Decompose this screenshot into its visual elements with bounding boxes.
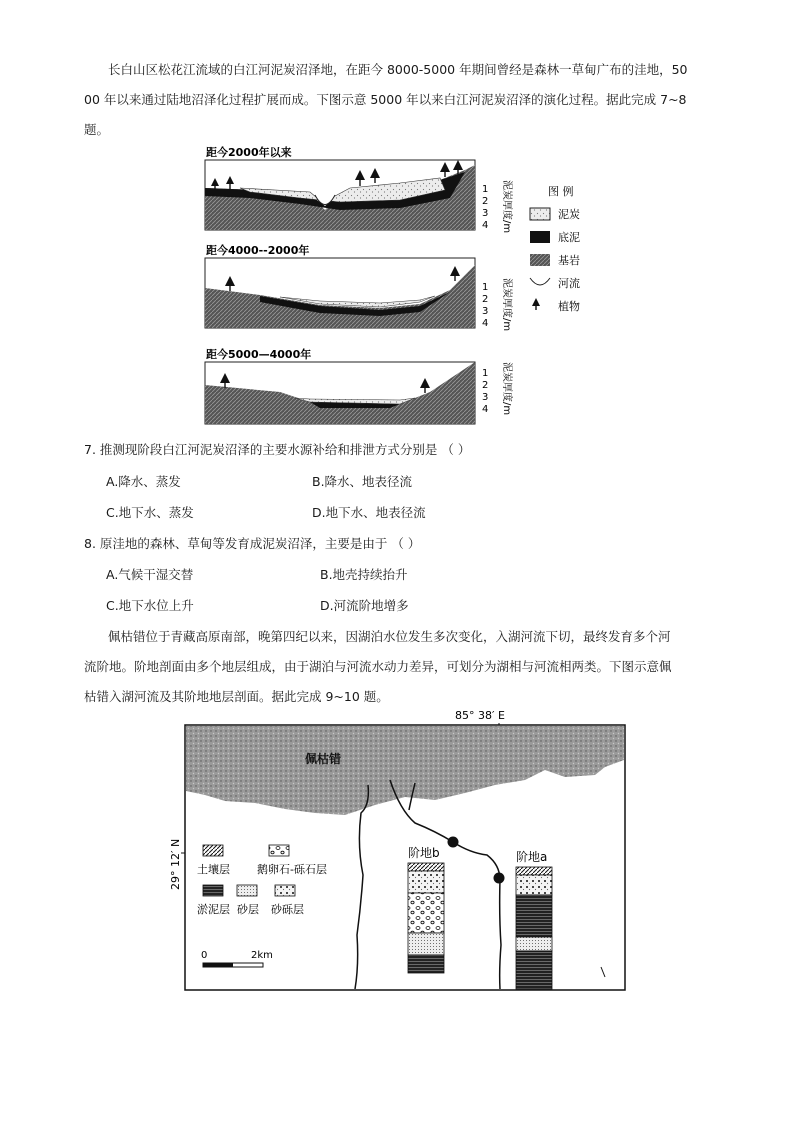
panel1-title: 距今2000年以来 — [206, 146, 292, 159]
passage1-line3: 题。 — [84, 122, 110, 137]
svg-text:泥炭: 泥炭 — [558, 208, 580, 221]
svg-text:鹅卵石-砾石层: 鹅卵石-砾石层 — [257, 863, 327, 876]
svg-text:2: 2 — [482, 380, 489, 391]
passage1-line1: 长白山区松花江流域的白江河泥炭沼泽地，在距今 8000-5000 年期间曾经是森林一草甸广布的洼地，50 — [108, 62, 688, 77]
peat-bog-evolution-figure — [200, 140, 620, 430]
terrace-a-column — [516, 867, 552, 989]
passage2-line1: 佩枯错位于青藏高原南部，晚第四纪以来，因湖泊水位发生多次变化，入湖河流下切，最终发育多个河 — [108, 629, 671, 644]
svg-text:2: 2 — [482, 294, 489, 305]
panel-4000-2000 — [205, 243, 514, 331]
panel1-axis-label: 泥炭厚度/m — [501, 180, 512, 234]
svg-text:1: 1 — [482, 282, 489, 293]
svg-text:河流: 河流 — [558, 277, 580, 290]
passage2-line2: 流阶地。阶地剖面由多个地层组成，由于湖泊与河流水动力差异，可划分为湖相与河流相两类。下图示意佩 — [84, 659, 672, 674]
svg-text:3: 3 — [482, 208, 489, 219]
panel2-axis-label: 泥炭厚度/m — [501, 278, 512, 332]
terrace-b-point — [448, 837, 459, 848]
svg-text:2km: 2km — [251, 950, 273, 961]
svg-text:4: 4 — [482, 404, 489, 415]
svg-text:底泥: 底泥 — [558, 231, 580, 244]
svg-text:植物: 植物 — [558, 300, 580, 313]
q7-option-a[interactable]: A.降水、蒸发 — [106, 474, 181, 489]
q8-option-d[interactable]: D.河流阶地增多 — [320, 598, 409, 613]
q8-option-b[interactable]: B.地壳持续抬升 — [320, 567, 408, 582]
q7-option-b[interactable]: B.降水、地表径流 — [312, 474, 413, 489]
terrace-a-label: 阶地a — [516, 850, 548, 864]
svg-text:3: 3 — [482, 392, 489, 403]
panel3-axis-label: 泥炭厚度/m — [501, 362, 512, 416]
q8-stem: 8. 原洼地的森林、草甸等发育成泥炭沼泽，主要是由于 （ ） — [84, 536, 421, 551]
panel-5000-4000 — [205, 347, 514, 424]
svg-text:砂层: 砂层 — [237, 903, 259, 916]
q8-option-a[interactable]: A.气候干湿交替 — [106, 567, 194, 582]
svg-text:1: 1 — [482, 184, 489, 195]
legend-title: 图 例 — [548, 185, 574, 198]
svg-text:4: 4 — [482, 220, 489, 231]
svg-text:土壤层: 土壤层 — [197, 863, 230, 876]
q7-option-c[interactable]: C.地下水、蒸发 — [106, 505, 194, 520]
terrace-b-column — [408, 863, 444, 973]
panel3-title: 距今5000—4000年 — [206, 348, 312, 361]
svg-text:淤泥层: 淤泥层 — [197, 903, 230, 916]
passage2-line3: 枯错入湖河流及其阶地地层剖面。据此完成 9~10 题。 — [84, 689, 389, 704]
q8-option-c[interactable]: C.地下水位上升 — [106, 598, 194, 613]
terrace-a-point — [494, 873, 505, 884]
panel-2000-present — [205, 145, 514, 233]
svg-text:砂砾层: 砂砾层 — [271, 903, 304, 916]
q7-stem: 7. 推测现阶段白江河泥炭沼泽的主要水源补给和排泄方式分别是 （ ） — [84, 442, 471, 457]
svg-text:2: 2 — [482, 196, 489, 207]
terrace-b-label: 阶地b — [408, 846, 440, 860]
panel2-title: 距今4000--2000年 — [206, 244, 310, 257]
latitude-label: 29° 12′ N — [169, 838, 182, 890]
svg-text:4: 4 — [482, 318, 489, 329]
longitude-label: 85° 38′ E — [455, 709, 505, 722]
q7-option-d[interactable]: D.地下水、地表径流 — [312, 505, 426, 520]
figure1-legend — [530, 184, 580, 313]
passage1-line2: 00 年以来通过陆地沼泽化过程扩展而成。下图示意 5000 年以来白江河泥炭沼泽的演化过程。据此完成 7~8 — [84, 92, 687, 107]
svg-text:基岩: 基岩 — [558, 254, 580, 267]
svg-text:3: 3 — [482, 306, 489, 317]
svg-text:0: 0 — [201, 950, 208, 961]
lake-name: 佩枯错 — [305, 752, 342, 766]
lake-terrace-map-figure — [165, 705, 635, 995]
svg-text:1: 1 — [482, 368, 489, 379]
